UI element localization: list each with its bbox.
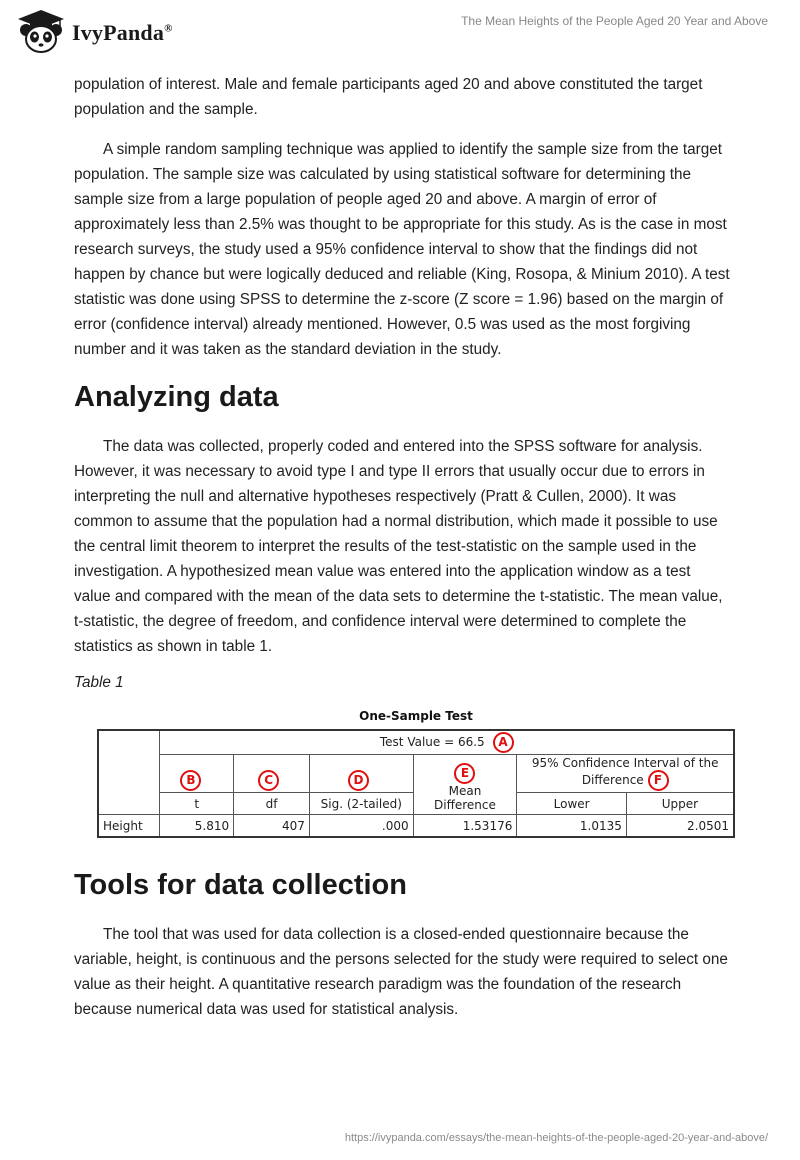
col-header-sig [309, 755, 413, 793]
col-label-sig: Sig. (2-tailed) [309, 793, 413, 815]
col-label-t: t [160, 793, 234, 815]
col-header-t [160, 755, 234, 793]
document-title: The Mean Heights of the People Aged 20 Year and Above [461, 14, 768, 28]
heading-analyzing-data: Analyzing data [74, 381, 279, 413]
cell-df: 407 [234, 815, 310, 838]
heading-tools-for-data-collection: Tools for data collection [74, 869, 407, 901]
test-value-cell: Test Value = 66.5 A [160, 730, 734, 755]
table-title: One-Sample Test [359, 709, 473, 723]
table-caption: Table 1 [74, 674, 124, 691]
col-header-mean-difference: E Mean Difference [413, 755, 517, 815]
cell-t: 5.810 [160, 815, 234, 838]
page-header [0, 0, 800, 64]
brand-logo[interactable] [16, 8, 173, 54]
row-header-corner [98, 730, 160, 815]
table-row [98, 815, 734, 838]
col-label-lower: Lower [517, 793, 627, 815]
paragraph-population: population of interest. Male and female participants aged 20 and above constituted the target population and the sample. [74, 76, 703, 118]
col-header-confidence-interval: 95% Confidence Interval of the Difference F [517, 755, 734, 793]
paragraph-tools: The tool that was used for data collection is a closed-ended questionnaire because the variable, height, is continuous and the persons selected for the study were required to select one value as their height. A quantitative research paradigm was the foundation of the research because numerical data was used for statistical analysis. [74, 926, 728, 1018]
paragraph-sampling: A simple random sampling technique was applied to identify the sample size from the target population. The sample size was calculated by using statistical software for determining the sample size from a large population of people aged 20 and above. A margin of error of approximately less than 2.5% was thought to be appropriate for this study. As is the case in most research surveys, the study used a 95% confidence interval to show that the findings did not happen by chance but were logically deduced and reliable (King, Rosopa, & Minium 2010). A test statistic was done using SPSS to determine the z-score (Z score = 1.96) based on the margin of error (confidence interval) already mentioned. However, 0.5 was used as the most forgiving number and it was taken as the standard deviation in the study. [74, 141, 730, 358]
paragraph-analysis: The data was collected, properly coded and entered into the SPSS software for analysis. However, it was necessary to avoid type I and type II errors that usually occur due to errors in interpreting the null and alternative hypotheses respectively (Pratt & Cullen, 2000). It was common to assume that the population had a normal distribution, which made it possible to use the central limit theorem to interpret the results of the test-statistic on the sample used in the investigation. A hypothesized mean value was entered into the application window as a test value and compared with the mean of the data sets to determine the t-statistic. The mean value, t-statistic, the degree of freedom, and confidence interval were determined to complete the statistics as shown in table 1. [74, 438, 723, 655]
marker-a-icon: A [493, 732, 514, 753]
article-body [74, 72, 730, 1022]
col-label-upper: Upper [626, 793, 734, 815]
cell-mean-difference: 1.53176 [413, 815, 517, 838]
col-label-df: df [234, 793, 310, 815]
marker-c-icon: C [258, 770, 279, 791]
cell-lower: 1.0135 [517, 815, 627, 838]
cell-sig: .000 [309, 815, 413, 838]
brand-name: IvyPanda® [72, 20, 173, 45]
col-header-df [234, 755, 310, 793]
marker-e-icon: E [454, 763, 475, 784]
marker-f-icon: F [648, 770, 669, 791]
row-label-height: Height [98, 815, 160, 838]
panda-graduate-icon [16, 8, 66, 54]
one-sample-test-table [97, 709, 735, 838]
marker-b-icon: B [180, 770, 201, 791]
cell-upper: 2.0501 [626, 815, 734, 838]
source-url[interactable]: https://ivypanda.com/essays/the-mean-heights-of-the-people-aged-20-year-and-above/ [344, 1132, 768, 1144]
marker-d-icon: D [348, 770, 369, 791]
